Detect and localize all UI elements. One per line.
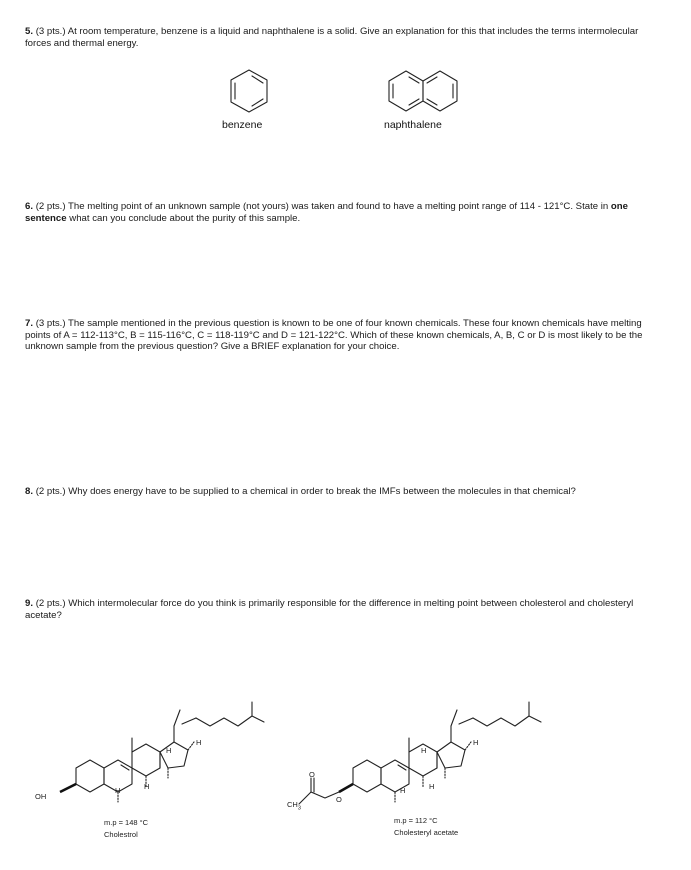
question-points: (3 pts.) xyxy=(35,26,66,37)
benzene-label: benzene xyxy=(222,119,263,131)
acetate-ester-o: O xyxy=(336,795,342,804)
cholesterol-mp: m.p = 148 °C xyxy=(104,818,149,827)
acetate-h-atom: H xyxy=(400,786,406,795)
question-8 xyxy=(25,486,665,498)
benzene-structure xyxy=(220,66,280,126)
cholesterol-structure xyxy=(30,680,290,830)
acetate-subscript: 3 xyxy=(297,805,301,812)
cholesterol-h-atom: H xyxy=(115,786,121,795)
acetate-mp: m.p = 112 °C xyxy=(394,816,438,825)
question-number: 9. xyxy=(25,598,34,609)
question-text: Which intermolecular force do you think is primarily responsible for the difference in melting point between cholesterol and cholesteryl acetate? xyxy=(25,598,634,621)
question-text-continued: what can you conclude about the purity of this sample. xyxy=(69,212,301,224)
acetate-methyl-label xyxy=(287,800,301,812)
question-6 xyxy=(25,201,665,224)
question-text: The sample mentioned in the previous question is known to be one of four known chemicals. These four known chemicals have melting points of A = 112-113°C, B = 115-116°C, C = 118-119°C and D = 121-122°C. Which of these known chemicals, A, B, C or D is most likely to be the unknown sample from the previous question? Give a BRIEF explanation for your choice. xyxy=(25,318,643,353)
question-9 xyxy=(25,598,665,621)
acetate-h-atom: H xyxy=(421,746,427,755)
question-5 xyxy=(25,26,665,49)
naphthalene-structure xyxy=(380,66,470,126)
question-points: (3 pts.) xyxy=(35,318,66,329)
cholesterol-h-atom: H xyxy=(166,746,172,755)
acetate-h-atom: H xyxy=(473,738,479,747)
acetate-ch-label: CH xyxy=(287,800,298,809)
question-text: At room temperature, benzene is a liquid and naphthalene is a solid. Give an explanation for this that includes the terms intermolecular forces and thermal energy. xyxy=(25,26,639,49)
question-7 xyxy=(25,318,665,353)
question-points: (2 pts.) xyxy=(35,598,66,609)
cholesterol-name: Cholestrol xyxy=(104,830,138,839)
acetate-h-atom: H xyxy=(429,782,435,791)
cholesterol-h-atom: H xyxy=(196,738,202,747)
acetate-carbonyl-o: O xyxy=(309,770,315,779)
question-points: (2 pts.) xyxy=(35,201,66,212)
cholesteryl-acetate-structure xyxy=(285,680,585,830)
question-number: 6. xyxy=(25,201,34,212)
naphthalene-label: naphthalene xyxy=(384,119,442,131)
cholesterol-h-atom: H xyxy=(144,782,150,791)
acetate-name: Cholesteryl acetate xyxy=(394,828,459,837)
cholesterol-oh-label: OH xyxy=(35,792,47,801)
question-number: 7. xyxy=(25,318,34,329)
question-number: 8. xyxy=(25,486,34,497)
question-text: The melting point of an unknown sample (not yours) was taken and found to have a melting point range of 114 - 121°C. State in xyxy=(68,201,609,212)
question-emphasis: one sentence xyxy=(25,201,628,224)
question-points: (2 pts.) xyxy=(35,486,66,497)
question-number: 5. xyxy=(25,26,34,37)
question-text: Why does energy have to be supplied to a chemical in order to break the IMFs between the molecules in that chemical? xyxy=(68,486,576,497)
